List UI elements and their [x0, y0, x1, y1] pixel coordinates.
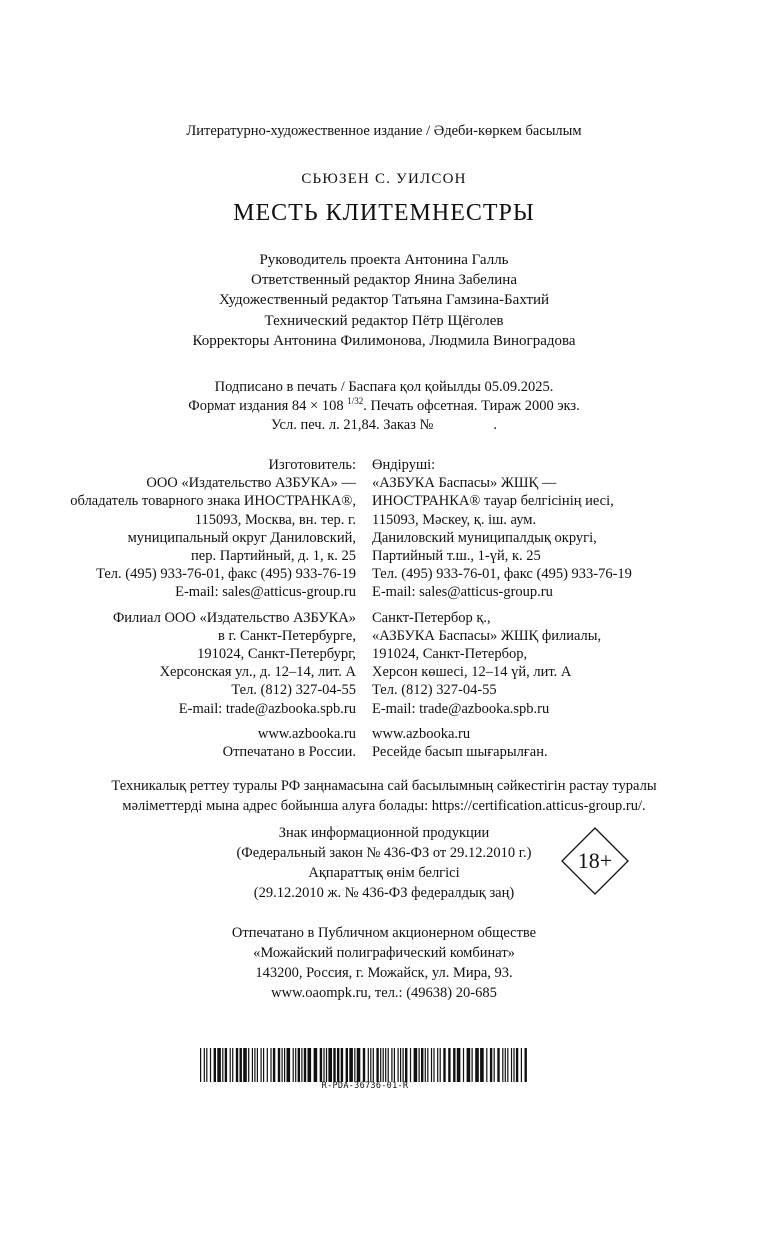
barcode-bar: [354, 1048, 355, 1082]
barcode-bar: [263, 1048, 264, 1082]
credit-line: Художественный редактор Татьяна Гамзина-Бахтий: [218, 292, 550, 309]
barcode-bar: [403, 1048, 404, 1082]
branch-row: [0, 609, 768, 718]
signed-to-print: Подписано в печать / Баспаға қол қойылды 05.09.2025.: [214, 379, 554, 395]
barcode-bar: [337, 1048, 339, 1082]
barcode-bar: [248, 1048, 249, 1082]
barcode-bar: [273, 1048, 275, 1082]
barcode-bar: [467, 1048, 471, 1082]
barcode-bar: [320, 1048, 322, 1082]
barcode-bar: [421, 1048, 423, 1082]
barcode-bar: [323, 1048, 324, 1082]
manufacturer-row: [0, 456, 768, 602]
barcode-bar: [507, 1048, 508, 1082]
barcode-bar: [463, 1048, 464, 1082]
barcode-bar: [328, 1048, 332, 1082]
barcode-bar: [400, 1048, 401, 1082]
barcode-bar: [505, 1048, 506, 1082]
barcode-bar: [225, 1048, 227, 1082]
barcode-bar: [252, 1048, 253, 1082]
barcode-bar: [278, 1048, 280, 1082]
barcode-bar: [333, 1048, 335, 1082]
barcode-bar: [388, 1048, 389, 1082]
web-row: [0, 725, 768, 761]
credit-line: Корректоры Антонина Филимонова, Людмила Виноградова: [192, 332, 576, 349]
barcode-bar: [267, 1048, 268, 1082]
barcode-bar: [282, 1048, 283, 1082]
manufacturer-ru: Изготовитель: ООО «Издательство АЗБУКА» — обладатель товарного знака ИНОСТРАНКА®, 115093, Москва, вн. тер. г. муниципальный округ Даниловский, пер. Партийный, д. 1, к. 25 Тел. (495) 933-76-01, факс (495) 933-76-19 E-mail: sales@atticus-group.ru: [70, 457, 356, 601]
printer-info: Отпечатано в Публичном акционерном обществе «Можайский полиграфический комбинат» 143200, Россия, г. Можайск, ул. Мира, 93. www.oaompk.ru, тел.: (49638) 20-685: [231, 925, 537, 1001]
barcode-bar: [513, 1048, 514, 1082]
barcode-bar: [457, 1048, 461, 1082]
barcode-bar: [486, 1048, 487, 1082]
barcode-bar: [475, 1048, 479, 1082]
barcode-bar: [240, 1048, 242, 1082]
format-fraction: 1/32: [347, 396, 364, 407]
barcode-bar: [373, 1048, 374, 1082]
barcode-bar: [270, 1048, 271, 1082]
barcode-bar: [480, 1048, 484, 1082]
barcode-bar: [443, 1048, 445, 1082]
barcode-bar: [427, 1048, 428, 1082]
barcode-code: R-PDA-36736-01-R: [321, 1081, 409, 1091]
age-rating-badge: [561, 827, 629, 895]
info-product-sign: Знак информационной продукции (Федеральный закон № 436-ФЗ от 29.12.2010 г.) Ақпараттық өнім белгісі (29.12.2010 ж. № 436-ФЗ федералдық заң): [236, 825, 532, 901]
barcode-bar: [472, 1048, 473, 1082]
manufacturer-info: [0, 456, 768, 761]
barcode-bar: [516, 1048, 518, 1082]
barcode-bar: [502, 1048, 503, 1082]
barcode-bar: [494, 1048, 495, 1082]
barcode-bar: [301, 1048, 302, 1082]
barcode-bar: [383, 1048, 384, 1082]
credits: [0, 250, 768, 351]
barcode-bar: [448, 1048, 450, 1082]
barcode-bar: [394, 1048, 395, 1082]
barcode-bar: [200, 1048, 201, 1082]
barcode-bar: [232, 1048, 233, 1082]
barcode-bar: [214, 1048, 216, 1082]
barcode-bar: [433, 1048, 434, 1082]
barcode-bar: [314, 1048, 318, 1082]
barcode-bar: [525, 1048, 527, 1082]
credit-line: Руководитель проекта Антонина Галль: [259, 252, 509, 268]
barcode-bar: [440, 1048, 441, 1082]
barcode-bar: [431, 1048, 432, 1082]
barcode-bar: [326, 1048, 327, 1082]
barcode-bar: [206, 1048, 207, 1082]
book-title: МЕСТЬ КЛИТЕМНЕСТРЫ: [233, 200, 535, 226]
barcode-bar: [284, 1048, 285, 1082]
barcode-bar: [370, 1048, 371, 1082]
branch-kz: Санкт-Петербор қ., «АЗБУКА Баспасы» ЖШҚ филиалы, 191024, Санкт-Петербор, Херсон көшесі, 12–14 үй, лит. А Тел. (812) 327-04-55 E-mail: trade@azbooka.spb.ru: [372, 609, 602, 717]
barcode-bar: [346, 1048, 348, 1082]
barcode-bar: [405, 1048, 407, 1082]
credit-line: Технический редактор Пётр Щёголев: [264, 312, 504, 329]
web-kz: www.azbooka.ru Ресейде басып шығарылған.: [372, 725, 548, 761]
barcode-bar: [341, 1048, 343, 1082]
barcode-bar: [497, 1048, 499, 1082]
barcode-bar: [357, 1048, 361, 1082]
barcode-bar: [419, 1048, 420, 1082]
barcode-bar: [204, 1048, 205, 1082]
print-info: [0, 378, 768, 435]
certification-note: Техникалық реттеу туралы РФ заңнамасына сай басылымның сәйкестігін растау туралы мәліметтерді мына адрес бойынша алуға болады: https://certification.atticus-group.ru/.: [111, 778, 657, 814]
barcode: [200, 1048, 530, 1082]
barcode-bar: [414, 1048, 418, 1082]
barcode-bar: [257, 1048, 258, 1082]
barcode-bar: [376, 1048, 378, 1082]
barcode-bar: [521, 1048, 522, 1082]
barcode-bar: [453, 1048, 455, 1082]
barcode-bar: [222, 1048, 223, 1082]
barcode-bar: [304, 1048, 306, 1082]
barcode-bar: [410, 1048, 411, 1082]
barcode-bar: [425, 1048, 426, 1082]
edition-type: Литературно-художественное издание / Әдеби-көркем басылым: [186, 123, 582, 139]
barcode-bar: [210, 1048, 211, 1082]
barcode-bar: [236, 1048, 238, 1082]
barcode-bar: [398, 1048, 399, 1082]
age-rating: 18+: [577, 848, 613, 873]
barcode-bar: [385, 1048, 386, 1082]
barcode-bar: [243, 1048, 247, 1082]
barcode-bar: [380, 1048, 381, 1082]
barcode-bar: [261, 1048, 262, 1082]
barcode-bar: [293, 1048, 294, 1082]
barcode-bar: [490, 1048, 492, 1082]
credit-line: Ответственный редактор Янина Забелина: [251, 272, 517, 289]
manufacturer-kz: Өндіруші: «АЗБУКА Баспасы» ЖШҚ — ИНОСТРАНКА® тауар белгісінің иесі, 115093, Мәскеу, қ. іш. аум. Даниловский муниципалдық округі, Партийный т.ш., 1-үй, к. 25 Тел. (495) 933-76-01, факс (495) 933-76-19 E-mail: sales@atticus-group.ru: [372, 457, 632, 601]
barcode-bar: [217, 1048, 221, 1082]
branch-ru: Филиал ООО «Издательство АЗБУКА» в г. Санкт-Петербурге, 191024, Санкт-Петербург, Херсонская ул., д. 12–14, лит. А Тел. (812) 327-04-55 E-mail: trade@azbooka.spb.ru: [112, 609, 356, 717]
barcode-bar: [254, 1048, 255, 1082]
barcode-bar: [298, 1048, 300, 1082]
barcode-bar: [230, 1048, 231, 1082]
barcode-bar: [287, 1048, 291, 1082]
author-name: СЬЮЗЕН С. УИЛСОН: [301, 171, 467, 187]
barcode-bar: [295, 1048, 296, 1082]
barcode-bar: [308, 1048, 312, 1082]
barcode-bar: [511, 1048, 512, 1082]
barcode-bar: [368, 1048, 369, 1082]
sheets-line: Усл. печ. л. 21,84. Заказ № .: [271, 417, 497, 433]
format-line: Формат издания 84 × 108 $^{1/32}$. Печать офсетная. Тираж 2000 экз.: [188, 396, 580, 414]
web-ru: www.azbooka.ru Отпечатано в России.: [222, 725, 356, 761]
barcode-bar: [349, 1048, 353, 1082]
barcode-bar: [363, 1048, 365, 1082]
barcode-bar: [391, 1048, 392, 1082]
barcode-bar: [437, 1048, 438, 1082]
